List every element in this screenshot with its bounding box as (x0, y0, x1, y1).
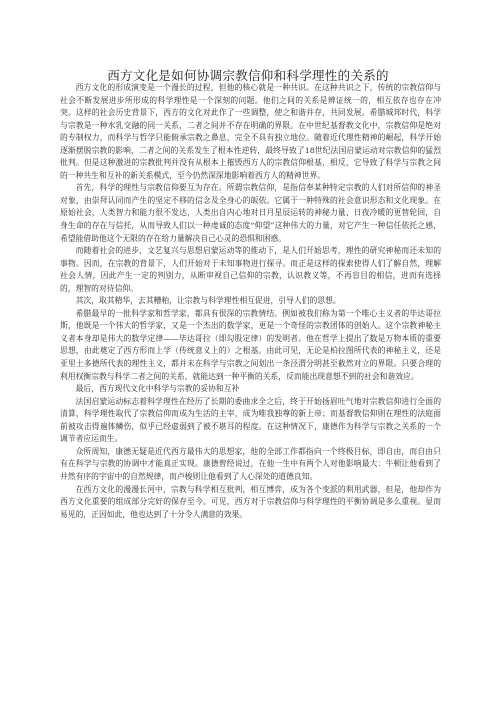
paragraph-kant: 众所周知，康德无疑是近代西方最伟大的思想家，他的全部工作都指向一个终极目标，即自由，而自由只有在科学与宗教的协调中才能真正实现。康德曾经说过，在他一生中有两个人对他影响最大：牛顿让他看到了井然有序的宇宙中的自然规律，而卢梭则让他看到了人心深处的道德良知。 (60, 446, 441, 481)
paragraph-first-point: 首先，科学的理性与宗教信仰要互为存在。所谓宗教信仰，是指信奉某种特定宗教的人们对所信仰的神圣对象，由崇拜认同而产生的坚定不移的信念及全身心的皈依。它属于一种特殊的社会意识形态和文化现象。在原始社会，人类智力和能力很不发达，人类出自内心地对日月星辰运转的神秘力量、日夜冷暖的更替轮回，自身生命的存在与信托，从而导致人们以一种虔诚的态度“仰望”这种伟大的力量，对它产生一种信任依托之感，希望能借助他这个无限的存在给力量解决自己心灵的恐惧和困惑。 (60, 183, 441, 243)
paragraph-social-progress: 而随着社会的进步，文艺复兴与思想启蒙运动等的推动下，是人们开始思考，理性的研究神秘而还未知的事物。因而，在宗教的背景下，人们开始对于未知事物进行探寻。而正是这样的探索使得人们了解自然，理解社会人情，因此产生一定的判别力，从断审视自己信仰的宗教，认识教义等，不再盲目的相信，进而有选择的，理智的对待信仰。 (60, 246, 441, 293)
paragraph-second-point: 其次，取其精华，去其糟粕，让宗教与科学理性相互促进，引导人们的思想。 (75, 296, 341, 306)
paragraph-greek-philosophers: 希腊最早的一批科学家和哲学家，都具有很深的宗教情结。例如被我们称为第一个唯心主义者的毕达哥拉斯，他既是一个伟大的哲学家，又是一个杰出的数学家，更是一个奇怪的宗教团体的创始人。这个宗教神秘主义者本身却是伟大的数学定律——毕达哥拉（即勾股定律）的发明者。他在哲学上提出了数是万物本质的重要思想，由此奠定了西方形而上学（传统意义上的）之根基。由此可见，无论是柏拉图所代表的神秘主义，还是亚里士多德所代表的理性主义，都并未在科学与宗教之间划出一条泾渭分明甚至截然对立的界限。只要合理的利用权衡宗教与科学二者之间的关系，就能达到一种平衡的关系，反而能出现意想不到的社会和谐效应。 (60, 308, 441, 381)
paragraph-intro: 西方文化的形成演变是一个漫长的过程，但他的核心就是一种共识。在这种共识之下，传统的宗教信仰与社会不断发展进步所形成的科学理性是一个深刻的问题。他们之间的关系是辨证统一的，相互依存也存在冲突。这样的社会历史背景下，西方的文化对此作了一些调整，使之和谐并存，共同发展。希腊城邦时代，科学与宗教是一种水乳交融的同一关系，二者之间并不存在明确的界限。在中世纪基督教文化中，宗教信仰是绝对的专制权力，而科学与哲学只能俯承宗教之鼻息，完全不具有独立地位。随着近代理性精神的崛起，科学开始逐渐摆脱宗教的影响，二者之间的关系发生了根本性逆转，最终导致了18世纪法国启蒙运动对宗教信仰的猛烈批判。但是这种激进的宗教批判并没有从根本上摧毁西方人的宗教信仰根基，相反，它导致了科学与宗教之间的一种共生和互补的新关系模式，至今仍然深深地影响着西方人的精神世界。 (60, 83, 441, 180)
paragraph-conclusion: 在西方文化的漫漫长河中，宗教与科学相互批判，相互博弈，成为各个变派的利用武器，但是，他却作为西方文化重要的组成部分完好的保存至今。可见，西方对于宗教信仰与科学理性的平衡协调是多么重视。显而易见的，正因如此，他也达到了十分令人满意的效果。 (60, 484, 441, 519)
document-body (60, 82, 441, 521)
paragraph-final-point: 最后，西方现代文化中科学与宗教的妥协和互补 (75, 384, 240, 394)
paragraph-enlightenment: 法国启蒙运动标志着科学理性在经历了长期的委曲求全之后，终于开始扬眉吐气地对宗教信仰进行全面的清算，科学理性取代了宗教信仰而成为生活的主宰，成为唯我独尊的新上帝；而基督教信仰则在理性的法庭面前被攻击得遍体鳞伤，似乎已经虚弱到了被不堪耳的程度。在这种情况下，康德作为科学与宗教之关系的一个调节者应运而生。 (60, 396, 441, 444)
document-title: 西方文化是如何协调宗教信仰和科学理性的关系的 (107, 68, 389, 83)
